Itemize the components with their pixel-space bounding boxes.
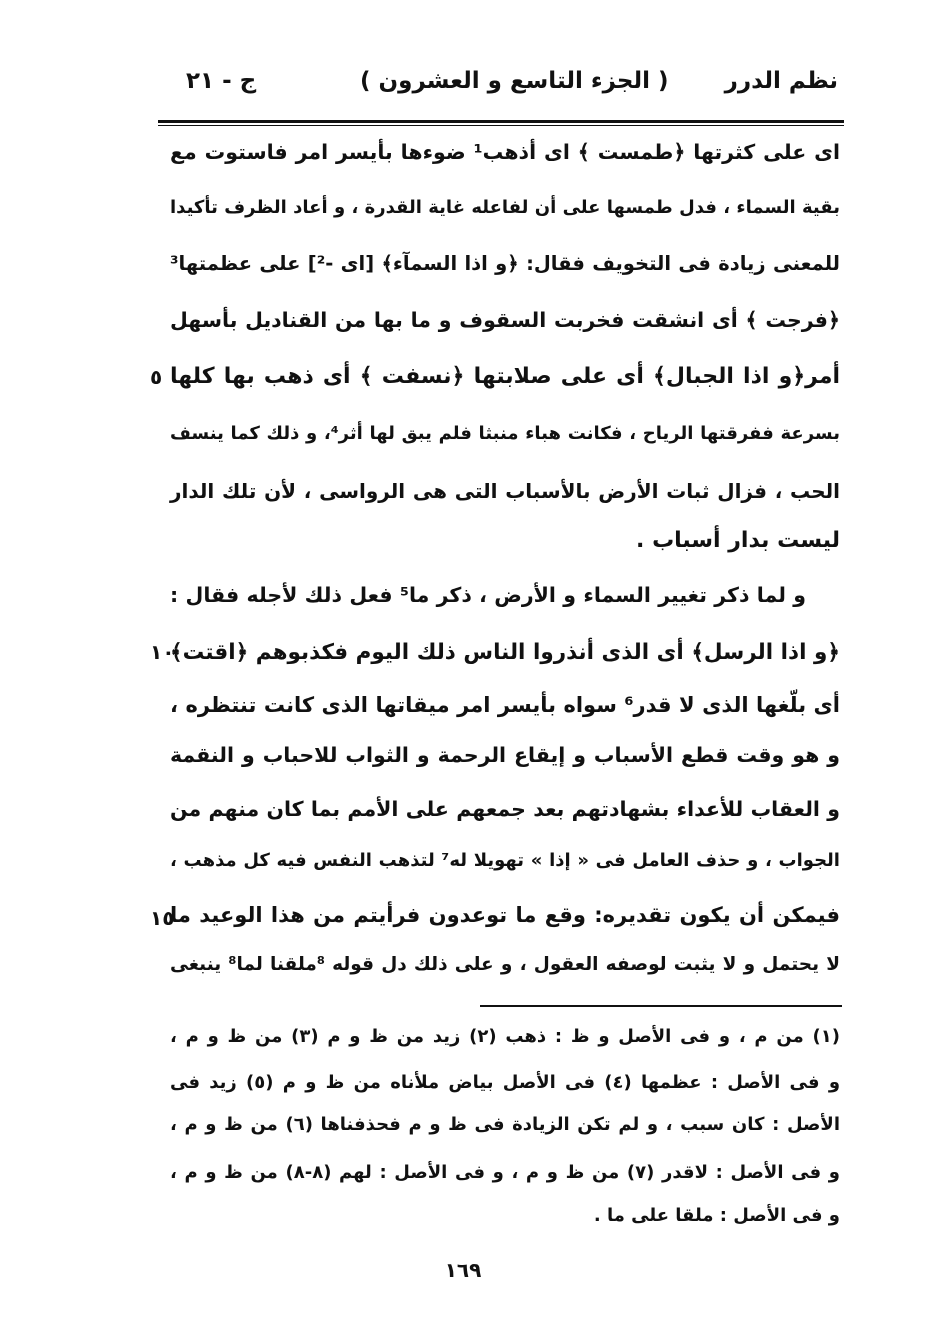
footnote-line: و فى الأصل : لاقدر (٧) من ظ و م ، و فى الأصل : لهم (٨-٨) من ظ و م ، bbox=[170, 1162, 840, 1183]
running-header-part-title: ( الجزء التاسع و العشرون ) bbox=[360, 68, 669, 94]
body-line: أى بلّغها الذى لا قدر⁶ سواه بأيسر امر ميقاتها الذى كانت تنتظره ، bbox=[170, 693, 840, 717]
body-line: بسرعة ففرقتها الرياح ، فكانت هباء منبثا فلم يبق لها أثر⁴، و ذلك كما ينسف bbox=[170, 423, 840, 444]
body-line: بقية السماء ، فدل طمسها على أن لفاعله غاية القدرة ، و أعاد الظرف تأكيدا bbox=[170, 197, 840, 218]
line-number: ١٠ bbox=[150, 640, 175, 664]
body-line: ﴿و اذا الرسل﴾ أى الذى أنذروا الناس ذلك اليوم فكذبوهم ﴿اقتت﴾ bbox=[170, 640, 840, 665]
page-number: ١٦٩ bbox=[444, 1258, 482, 1282]
header-rule bbox=[158, 120, 844, 123]
body-line: للمعنى زيادة فى التخويف فقال: ﴿و اذا السمآء﴾ [اى -²] على عظمتها³ bbox=[170, 252, 840, 275]
line-number: ١٥ bbox=[150, 906, 175, 930]
body-line: اى على كثرتها ﴿طمست ﴾ اى أذهب¹ ضوءها بأيسر امر فاستوت مع bbox=[170, 140, 840, 164]
footnote-line: الأصل : كان سبب ، و لم تكن الزيادة فى ظ و م فحذفناها (٦) من ظ و م ، bbox=[170, 1114, 840, 1135]
body-line: ليست بدار أسباب . bbox=[636, 528, 840, 553]
body-line: ﴿فرجت ﴾ أى انشقت فخربت السقوف و ما بها من القناديل بأسهل bbox=[170, 308, 840, 332]
running-header-book-title: نظم الدرر bbox=[724, 68, 838, 94]
body-line: الحب ، فزال ثبات الأرض بالأسباب التى هى الرواسى ، لأن تلك الدار bbox=[170, 479, 840, 503]
body-line: فيمكن أن يكون تقديره: وقع ما توعدون فرأيتم من هذا الوعيد ما bbox=[170, 903, 840, 927]
body-line: أمر﴿و اذا الجبال﴾ أى على صلابتها ﴿نسفت ﴾ أى ذهب بها كلها bbox=[170, 364, 840, 389]
running-header-volume: ج - ٢١ bbox=[186, 68, 257, 94]
line-number: ٥ bbox=[150, 365, 163, 389]
body-line: لا يحتمل و لا يثبت لوصفه العقول ، و على ذلك دل قوله ⁸ملقنا لما⁸ ينبغى bbox=[170, 954, 840, 975]
body-line: الجواب ، و حذف العامل فى « إذا » تهويلا له⁷ لتذهب النفس فيه كل مذهب ، bbox=[170, 850, 840, 871]
body-line: و لما ذكر تغيير السماء و الأرض ، ذكر ما⁵ فعل ذلك لأجله فقال : bbox=[170, 583, 807, 607]
footnote-line: (١) من م ، و فى الأصل و ظ : ذهب (٢) زيد من ظ و م (٣) من ظ و م ، bbox=[170, 1026, 840, 1047]
footnote-line: و فى الأصل : عظمها (٤) فى الأصل بياض ملأناه من ظ و م (٥) زيد فى bbox=[170, 1072, 841, 1093]
body-line: و العقاب للأعداء بشهادتهم بعد جمعهم على الأمم بما كان منهم من bbox=[170, 797, 840, 821]
body-line: و هو وقت قطع الأسباب و إيقاع الرحمة و الثواب للاحباب و النقمة bbox=[170, 743, 840, 767]
footnote-rule bbox=[480, 1005, 842, 1007]
header-rule-thin bbox=[158, 125, 844, 126]
footnote-line: و فى الأصل : ملقا على ما . bbox=[593, 1205, 840, 1226]
